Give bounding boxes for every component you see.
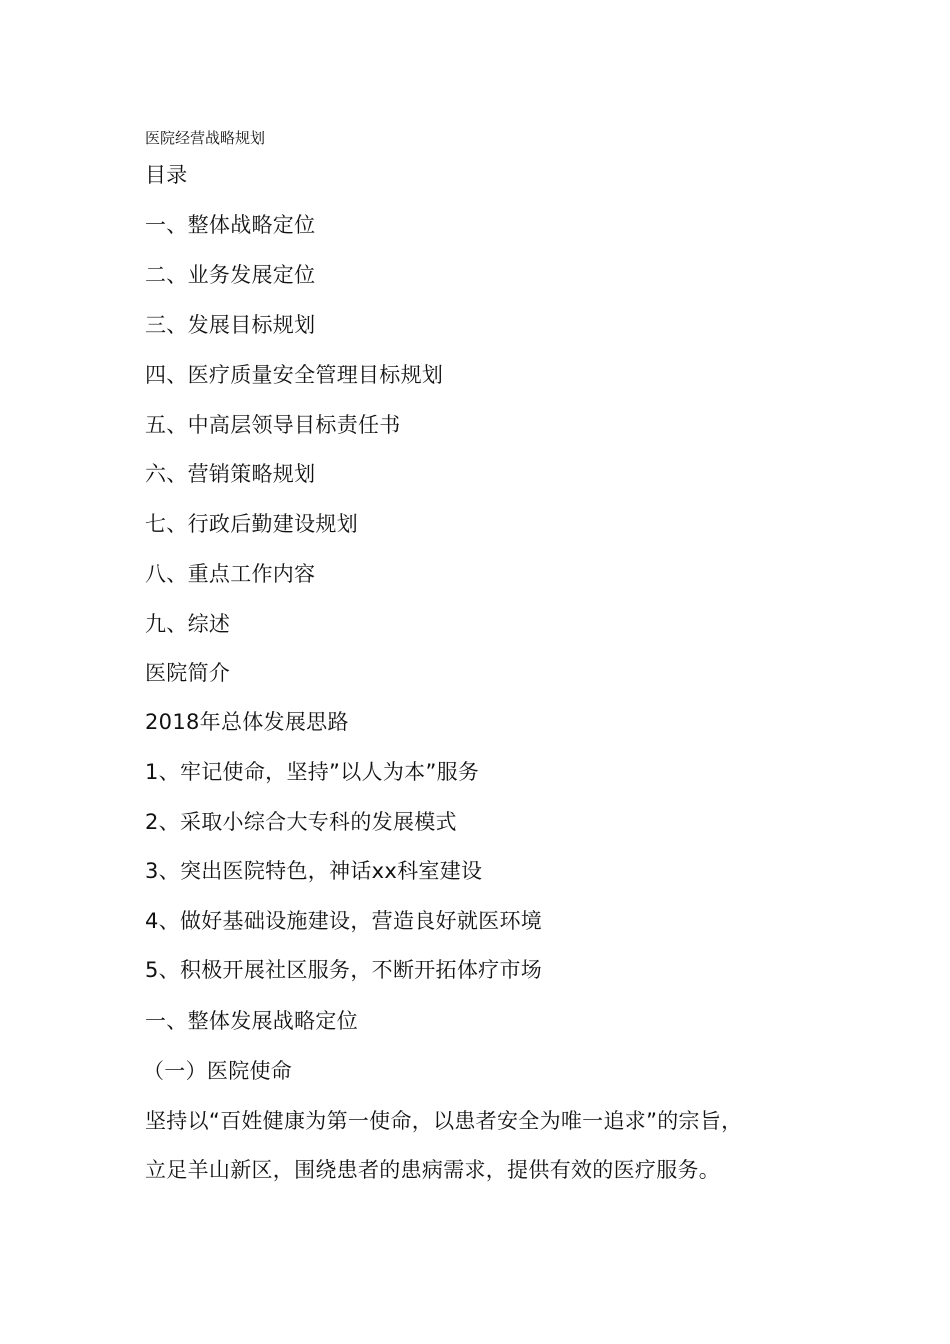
toc-item-9: 九、综述 [145, 612, 231, 636]
plan-item-1: 1、牢记使命，坚持”以人为本”服务 [145, 760, 480, 784]
toc-item-3: 三、发展目标规划 [145, 313, 316, 337]
toc-item-8: 八、重点工作内容 [145, 562, 316, 586]
plan-item-3: 3、突出医院特色，神话xx科室建设 [145, 859, 483, 883]
section-heading: 一、整体发展战略定位 [145, 1009, 358, 1033]
mission-line-1: 坚持以“百姓健康为第一使命，以患者安全为唯一追求”的宗旨， [145, 1109, 743, 1133]
toc-item-1: 一、整体战略定位 [145, 213, 316, 237]
document-title: 医院经营战略规划 [145, 129, 266, 147]
toc-item-4: 四、医疗质量安全管理目标规划 [145, 363, 444, 387]
plan-item-4: 4、做好基础设施建设，营造良好就医环境 [145, 909, 543, 933]
toc-item-7: 七、行政后勤建设规划 [145, 512, 358, 536]
toc-item-5: 五、中高层领导目标责任书 [145, 413, 401, 437]
plan-item-2: 2、采取小综合大专科的发展模式 [145, 810, 457, 834]
toc-heading: 目录 [145, 163, 188, 187]
intro-heading: 医院简介 [145, 661, 231, 685]
toc-item-2: 二、业务发展定位 [145, 263, 316, 287]
mission-line-2: 立足羊山新区，围绕患者的患病需求，提供有效的医疗服务。 [145, 1158, 721, 1182]
subsection-heading: （一）医院使命 [143, 1059, 293, 1083]
plan-heading: 2018年总体发展思路 [145, 710, 349, 734]
plan-item-5: 5、积极开展社区服务，不断开拓体疗市场 [145, 958, 543, 982]
toc-item-6: 六、营销策略规划 [145, 462, 316, 486]
